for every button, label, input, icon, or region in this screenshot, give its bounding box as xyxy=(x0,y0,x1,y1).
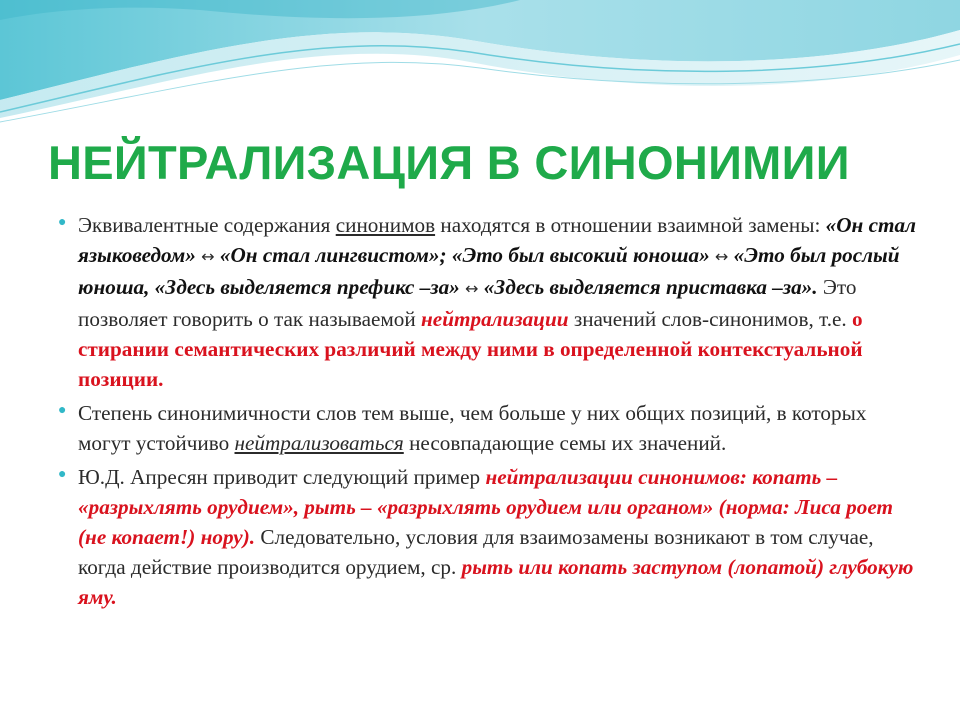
double-arrow-icon: ↔ xyxy=(465,279,479,298)
example-phrase: «Здесь выделяется приставка –за». xyxy=(483,275,818,299)
bullet-dot-icon: ● xyxy=(58,467,67,482)
underlined-term: нейтрализоваться xyxy=(234,431,404,455)
wave-header-decoration xyxy=(0,0,960,130)
highlight-phrase: нейтрализации синонимов: копать – «разрыхлять орудием», рыть – «разрыхлять орудием или органом» (норма: Лиса роет (не копает!) нору). xyxy=(78,465,893,549)
double-arrow-icon: ↔ xyxy=(714,247,729,266)
text-span: несовпадающие семы их значений. xyxy=(403,431,727,455)
text-span: Ю.Д. Апресян приводит следующий пример xyxy=(78,465,486,489)
bullet-item xyxy=(56,462,916,612)
highlight-term: нейтрализации xyxy=(421,307,569,331)
underlined-term: синонимов xyxy=(335,213,436,237)
text-span: значений слов-синонимов, т.е. xyxy=(568,307,853,331)
double-arrow-icon: ↔ xyxy=(201,247,215,266)
bullet-item xyxy=(56,398,916,458)
highlight-phrase: рыть или копать заступом (лопатой) глубокую яму. xyxy=(78,555,914,609)
slide-title: НЕЙТРАЛИЗАЦИЯ В СИНОНИМИИ xyxy=(48,136,850,189)
bullet-dot-icon: ● xyxy=(58,215,67,230)
bullet-item xyxy=(56,210,916,394)
text-span: Следовательно, условия для взаимозамены возникают в том случае, когда действие производится орудием, ср. xyxy=(78,525,874,579)
text-span: Степень синонимичности слов тем выше, чем больше у них общих позиций, в которых могут устойчиво xyxy=(78,401,867,455)
highlight-phrase: о стирании семантических различий между ними в определенной контекстуальной позиции. xyxy=(78,307,863,391)
text-span: Это позволяет говорить о так называемой xyxy=(78,275,857,331)
slide-body xyxy=(56,210,916,616)
example-phrase: «Это был рослый юноша, «Здесь выделяется префикс –за» xyxy=(78,243,900,299)
bullet-dot-icon: ● xyxy=(58,403,67,418)
text-span: находятся в отношении взаимной замены: xyxy=(435,213,826,237)
text-span: Эквивалентные содержания xyxy=(78,213,336,237)
example-phrase: «Он стал языковедом» xyxy=(78,213,916,267)
example-phrase: «Он стал лингвистом»; «Это был высокий юноша» xyxy=(219,243,710,267)
